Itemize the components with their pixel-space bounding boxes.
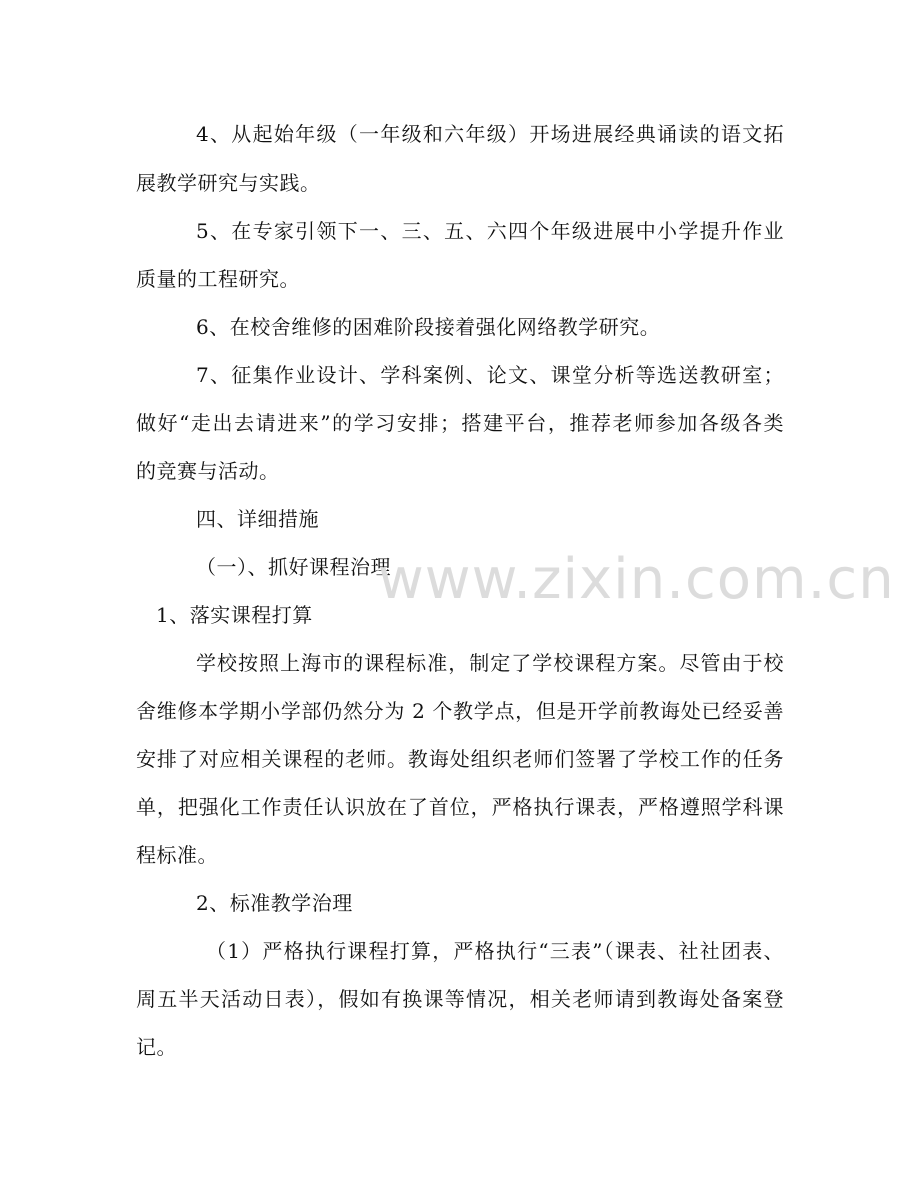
paragraph-line: 5、在专家引领下一、三、五、六四个年级进展中小学提升作业 xyxy=(196,219,784,243)
paragraph-line: 的竞赛与活动。 xyxy=(136,459,280,483)
paragraph-line: 周五半天活动日表），假如有换课等情况，相关老师请到教诲处备案登 xyxy=(136,987,784,1011)
paragraph-line: 4、从起始年级（一年级和六年级）开场进展经典诵读的语文拓 xyxy=(196,122,784,146)
paragraph-line: 7、征集作业设计、学科案例、论文、课堂分析等选送教研室； xyxy=(196,363,784,387)
item-heading: 2、标准教学治理 xyxy=(196,891,353,915)
watermark: www.zixin.com.cn xyxy=(378,547,895,612)
paragraph-line: 单，把强化工作责任认识放在了首位，严格执行课表，严格遵照学科课 xyxy=(136,795,784,819)
paragraph-line: 记。 xyxy=(136,1035,177,1059)
paragraph-line: 6、在校舍维修的困难阶段接着强化网络教学研究。 xyxy=(196,315,661,339)
paragraph-line: 质量的工程研究。 xyxy=(136,267,300,291)
paragraph-line: 程标准。 xyxy=(136,843,218,867)
item-heading: 1、落实课程打算 xyxy=(156,603,313,627)
paragraph-line: 学校按照上海市的课程标准，制定了学校课程方案。尽管由于校 xyxy=(196,651,784,675)
paragraph-line: 安排了对应相关课程的老师。教诲处组织老师们签署了学校工作的任务 xyxy=(136,747,784,771)
subsection-heading: （一）、抓好课程治理 xyxy=(196,555,391,579)
paragraph-line: 做好“走出去请进来”的学习安排；搭建平台，推荐老师参加各级各类 xyxy=(136,411,784,435)
paragraph-line: 展教学研究与实践。 xyxy=(136,171,321,195)
section-heading: 四、详细措施 xyxy=(196,507,319,531)
paragraph-line: （1）严格执行课程打算，严格执行“三表”（课表、社社团表、 xyxy=(206,939,784,963)
paragraph-line: 舍维修本学期小学部仍然分为 2 个教学点，但是开学前教诲处已经妥善 xyxy=(136,699,784,723)
